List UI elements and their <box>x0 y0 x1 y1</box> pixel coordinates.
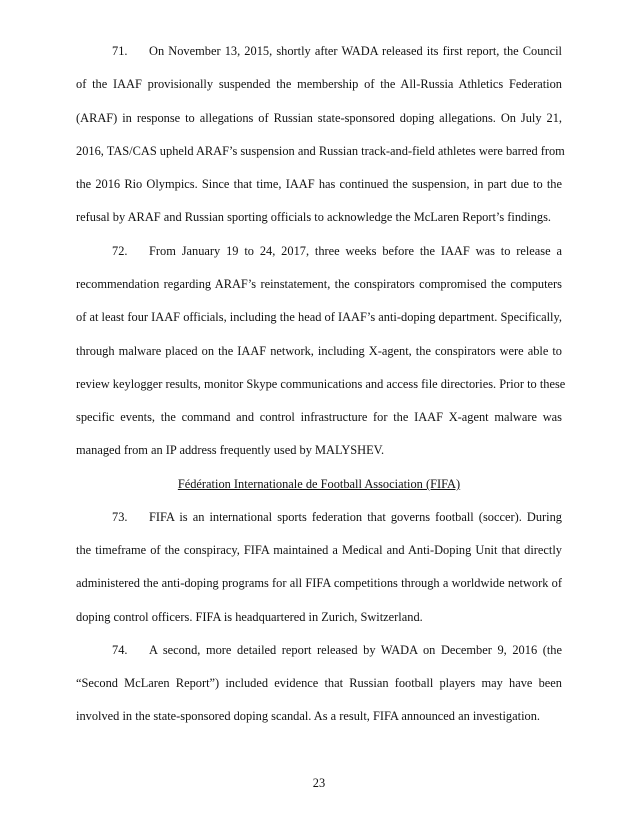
paragraph-71-line-6: refusal by ARAF and Russian sporting officials to acknowledge the McLaren Report’s findings. <box>76 210 552 224</box>
paragraph-73-line-2: the timeframe of the conspiracy, FIFA maintained a Medical and Anti-Doping Unit that directly <box>76 543 562 557</box>
paragraph-72-line-2: recommendation regarding ARAF’s reinstatement, the conspirators compromised the computers <box>76 277 562 291</box>
paragraph-72-line-3: of at least four IAAF officials, including the head of IAAF’s anti-doping department. Specifically, <box>76 310 562 324</box>
paragraph-72-line-5: review keylogger results, monitor Skype communications and access file directories. Prior to these <box>76 377 566 391</box>
paragraph-71-line-2: of the IAAF provisionally suspended the membership of the All-Russia Athletics Federation <box>76 77 562 91</box>
paragraph-74-line-3: involved in the state-sponsored doping scandal. As a result, FIFA announced an investigation. <box>76 709 540 723</box>
page-number: 23 <box>312 776 326 790</box>
paragraph-number: 73. <box>112 510 128 524</box>
paragraph-72-line-4: through malware placed on the IAAF network, including X-agent, the conspirators were able to <box>76 344 562 358</box>
paragraph-74-line-2: “Second McLaren Report”) included evidence that Russian football players may have been <box>76 676 562 690</box>
paragraph-number: 74. <box>112 643 128 657</box>
paragraph-72-line-6: specific events, the command and control infrastructure for the IAAF X-agent malware was <box>76 410 562 424</box>
paragraph-73-line-3: administered the anti-doping programs for all FIFA competitions through a worldwide network of <box>76 576 562 590</box>
paragraph-72-line-7: managed from an IP address frequently used by MALYSHEV. <box>76 443 385 457</box>
paragraph-73-line-4: doping control officers. FIFA is headquartered in Zurich, Switzerland. <box>76 610 423 624</box>
paragraph-74-line-1: 74. A second, more detailed report released by WADA on December 9, 2016 (the <box>112 643 562 657</box>
paragraph-number: 72. <box>112 244 128 258</box>
paragraph-71-line-5: the 2016 Rio Olympics. Since that time, IAAF has continued the suspension, in part due to the <box>76 177 562 191</box>
paragraph-71-line-1: 71. On November 13, 2015, shortly after WADA released its first report, the Council <box>112 44 562 58</box>
paragraph-73-line-1: 73. FIFA is an international sports federation that governs football (soccer). During <box>112 510 562 524</box>
paragraph-71-line-3: (ARAF) in response to allegations of Russian state-sponsored doping allegations. On July 21, <box>76 111 562 125</box>
paragraph-number: 71. <box>112 44 128 58</box>
paragraph-72-line-1: 72. From January 19 to 24, 2017, three weeks before the IAAF was to release a <box>112 244 562 258</box>
section-heading: Fédération Internationale de Football Association (FIFA) <box>177 477 461 491</box>
paragraph-71-line-4: 2016, TAS/CAS upheld ARAF’s suspension and Russian track-and-field athletes were barred from <box>76 144 565 158</box>
